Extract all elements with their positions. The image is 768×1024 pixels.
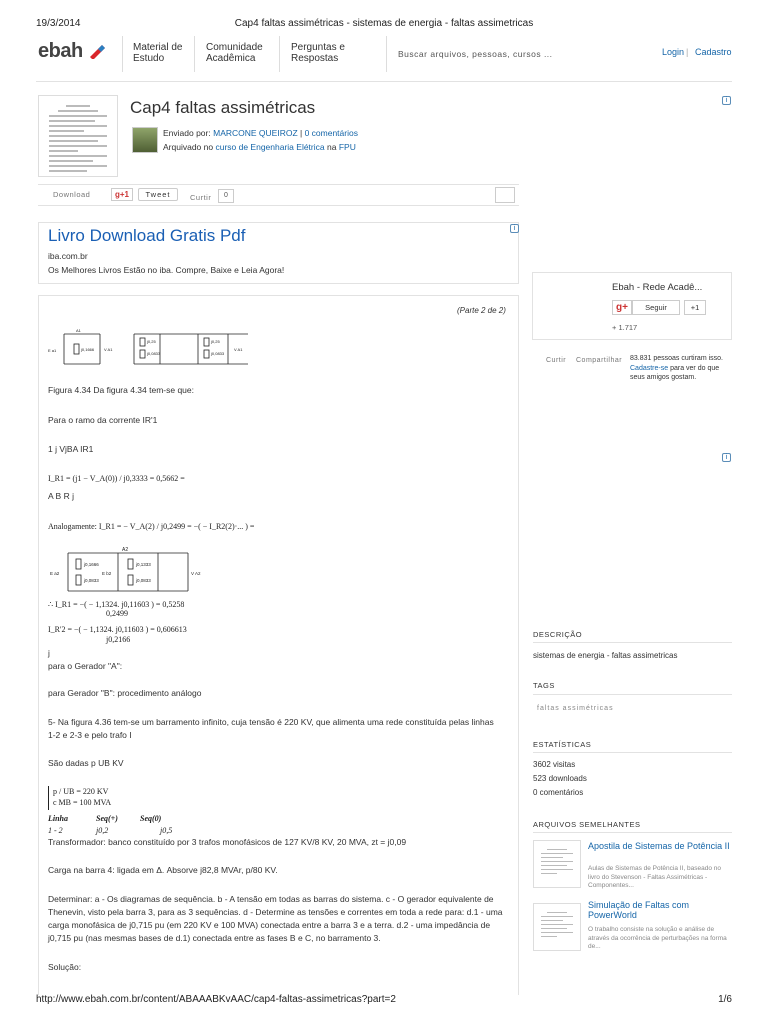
gplus-icon[interactable]: g+ bbox=[612, 300, 632, 315]
diagram-label: j0,25 bbox=[147, 339, 156, 344]
formula: p / UB = 220 KV bbox=[48, 786, 108, 799]
section-divider bbox=[533, 642, 732, 643]
plus-one-button[interactable]: +1 bbox=[684, 300, 706, 315]
similar-description: O trabalho consiste na solução e análise de através da ocorrência de perturbações na forma de... bbox=[588, 926, 727, 950]
logo-pencil-icon bbox=[88, 43, 106, 59]
diagram-label: E a1 bbox=[48, 348, 57, 353]
content-line: j0,715 pu (nas mesmas bases de d.1) conectada entre as fases B e C, no barramento 3. bbox=[48, 933, 381, 943]
diagram-label: E a2 bbox=[50, 571, 60, 576]
ad-info-icon[interactable]: i bbox=[510, 224, 519, 233]
content-line: Determinar: a - Os diagramas de sequência. b - A tensão em todas as barras do sistema. c - O gerador equivalente de bbox=[48, 894, 494, 904]
nav-material-de-estudo[interactable] bbox=[133, 42, 182, 64]
author-line bbox=[163, 128, 358, 138]
facebook-share-button[interactable]: Compartilhar bbox=[576, 357, 623, 364]
content-line: 5- Na figura 4.36 tem-se um barramento infinito, cuja tensão é 220 KV, que alimenta uma rede constituída pelas linhas bbox=[48, 717, 494, 727]
formula: 0,2499 bbox=[106, 609, 128, 618]
formula: Analogamente: I_R1 = − V_A(2) / j0,2499 = −( − I_R2(2)·... ) = bbox=[48, 522, 255, 531]
similar-thumbnail[interactable] bbox=[533, 840, 581, 888]
stats-heading: ESTATÍSTICAS bbox=[533, 740, 592, 749]
print-url: http://www.ebah.com.br/content/ABAAABKvAAC/cap4-faltas-assimetricas?part=2 bbox=[36, 994, 396, 1005]
page-title: Cap4 faltas assimétricas bbox=[130, 98, 316, 117]
signup-link[interactable]: Cadastro bbox=[695, 47, 732, 57]
diagram-label: j0,1666 bbox=[84, 562, 99, 567]
content-line: para o Gerador "A": bbox=[48, 661, 123, 671]
section-divider bbox=[533, 832, 732, 833]
nav-item-line: Acadêmica bbox=[206, 53, 256, 64]
diagram-label: E b2 bbox=[102, 571, 112, 576]
diagram-label: A1 bbox=[76, 328, 81, 333]
ad-title[interactable]: Livro Download Gratis Pdf bbox=[48, 226, 246, 245]
content-line: j bbox=[48, 648, 50, 658]
content-line: Para o ramo da corrente IR'1 bbox=[48, 415, 158, 425]
archived-line bbox=[163, 142, 356, 152]
login-divider: | bbox=[686, 47, 689, 57]
nav-separator bbox=[122, 36, 123, 72]
nav-item-line: Comunidade bbox=[206, 42, 263, 53]
print-page-number: 1/6 bbox=[718, 994, 732, 1005]
login-link[interactable]: Login bbox=[662, 47, 685, 57]
description-heading: DESCRIÇÃO bbox=[533, 630, 583, 639]
tag-link[interactable]: faltas assimétricas bbox=[537, 705, 614, 712]
formula: I_R'2 = −( − 1,1324. j0,11603 ) = 0,606613 bbox=[48, 625, 187, 634]
formula: I_R1 = (j1 − V_A(0)) / j0,3333 = 0,5662 = bbox=[48, 474, 185, 483]
print-date: 19/3/2014 bbox=[36, 18, 81, 29]
diagram-label: V A1 bbox=[104, 347, 113, 352]
gplus-button[interactable]: g+1 bbox=[111, 188, 133, 201]
content-line: Figura 4.34 Da figura 4.34 tem-se que: bbox=[48, 385, 194, 395]
nav-comunidade-academica[interactable] bbox=[206, 42, 263, 64]
content-line: para Gerador "B": procedimento análogo bbox=[48, 688, 202, 698]
similar-title[interactable]: Apostila de Sistemas de Potência II bbox=[588, 841, 730, 851]
followers-count: + 1.717 bbox=[612, 323, 638, 332]
meta-separator: | bbox=[297, 128, 305, 138]
school-link[interactable]: FPU bbox=[338, 142, 356, 152]
stat-visits: 3602 visitas bbox=[533, 760, 576, 769]
content-line: Carga na barra 4: ligada em Δ. Absorve j82,8 MVAr, p/80 KV. bbox=[48, 865, 278, 875]
diagram-label: V A2 bbox=[191, 571, 201, 576]
like-count: 0 bbox=[218, 189, 234, 203]
table-header: Seq(0) bbox=[140, 814, 162, 823]
nav-separator bbox=[386, 36, 387, 72]
content-line: 1 j VjBA IR1 bbox=[48, 444, 94, 454]
content-line: 1-2 e 2-3 e pelo trafo I bbox=[48, 730, 132, 740]
diagram-label: j0,1333 bbox=[136, 562, 151, 567]
content-line: A B R j bbox=[48, 491, 74, 501]
archived-at: na bbox=[327, 142, 337, 152]
nav-separator bbox=[194, 36, 195, 72]
formula: j0,2166 bbox=[106, 635, 131, 644]
nav-item-line: Material de bbox=[133, 42, 183, 53]
diagram-label: j0,1666 bbox=[81, 347, 95, 352]
content-line: Thenevin, visto pela barra 3, para as 3 sequências. d - Determine as tensões e correntes em toda a rede para: d.1 - uma bbox=[48, 907, 503, 917]
table-cell: 1 - 2 bbox=[48, 826, 63, 835]
stat-downloads: 523 downloads bbox=[533, 774, 587, 783]
facebook-signup-link[interactable]: Cadastre-se bbox=[630, 364, 669, 372]
similar-title[interactable]: Simulação de Faltas com PowerWorld bbox=[588, 900, 690, 920]
diagram-label: j0,25 bbox=[211, 339, 220, 344]
nav-perguntas-e-respostas[interactable] bbox=[291, 42, 345, 64]
sent-by-label: Enviado por: bbox=[163, 128, 211, 138]
print-title: Cap4 faltas assimétricas - sistemas de energia - faltas assimetricas bbox=[234, 18, 534, 29]
part-indicator: (Parte 2 de 2) bbox=[457, 306, 506, 315]
toolbar-extra-button[interactable] bbox=[495, 187, 515, 203]
diagram-label: j0,0833 bbox=[147, 351, 161, 356]
nav-divider bbox=[36, 81, 732, 82]
tweet-button[interactable]: Tweet bbox=[138, 188, 178, 201]
similar-description: Aulas de Sistemas de Potência II, baseado no livro do Stevenson - Faltas Assimétricas - Componentes... bbox=[588, 865, 721, 889]
circuit-diagram bbox=[48, 545, 208, 595]
tags-heading: TAGS bbox=[533, 681, 555, 690]
nav-separator bbox=[279, 36, 280, 72]
formula: ∴ I_R1 = −( − 1,1324. j0,11603 ) = 0,5258 bbox=[48, 600, 185, 609]
similar-thumbnail[interactable] bbox=[533, 903, 581, 951]
download-button[interactable]: Download bbox=[53, 190, 91, 199]
content-line: carga monofásica de j0,715 pu (em 220 KV e 100 MVA) conectada entre a barra 3 e a terra. d.2 - uma impedância de bbox=[48, 920, 491, 930]
content-line: São dadas p UB KV bbox=[48, 758, 124, 768]
description-text: sistemas de energia - faltas assimetricas bbox=[533, 651, 678, 660]
ebah-logo[interactable]: ebah bbox=[38, 40, 83, 62]
facebook-like-button[interactable]: Curtir bbox=[546, 357, 567, 364]
nav-item-line: Perguntas e bbox=[291, 42, 345, 53]
nav-item-line: Respostas bbox=[291, 53, 339, 64]
stat-comments: 0 comentários bbox=[533, 788, 584, 797]
author-link[interactable]: MARCONE QUEIROZ bbox=[213, 128, 298, 138]
search-input[interactable]: Buscar arquivos, pessoas, cursos ... bbox=[398, 49, 553, 59]
facebook-count: 83.831 pessoas curtiram isso. bbox=[630, 355, 723, 362]
follow-button[interactable]: Seguir bbox=[632, 300, 680, 315]
diagram-label: V A1 bbox=[234, 347, 243, 352]
author-avatar[interactable] bbox=[132, 127, 158, 153]
table-cell: j0,5 bbox=[160, 826, 173, 835]
content-line: Transformador: banco constituído por 3 trafos monofásicos de 127 KV/8 KV, 20 MVA, zt = j0,09 bbox=[48, 837, 407, 847]
course-link[interactable]: curso de Engenharia Elétrica bbox=[215, 142, 325, 152]
diagram-label: j0,0833 bbox=[84, 578, 99, 583]
formula: c MB = 100 MVA bbox=[48, 797, 111, 810]
document-thumbnail[interactable] bbox=[38, 95, 118, 177]
gplus-page-title[interactable]: Ebah - Rede Acadê... bbox=[612, 282, 703, 293]
table-cell: j0,2 bbox=[96, 826, 109, 835]
table-header: Linha bbox=[48, 814, 69, 823]
table-header: Seq(+) bbox=[96, 814, 118, 823]
section-divider bbox=[533, 694, 732, 695]
diagram-label: j0,0833 bbox=[136, 578, 151, 583]
ad-domain: iba.com.br bbox=[48, 251, 88, 261]
similar-heading: ARQUIVOS SEMELHANTES bbox=[533, 820, 641, 829]
diagram-label: j0,0833 bbox=[211, 351, 225, 356]
nav-item-line: Estudo bbox=[133, 53, 165, 64]
facebook-like-text bbox=[630, 354, 734, 383]
ad-description: Os Melhores Livros Estão no iba. Compre, Baixe e Leia Agora! bbox=[48, 265, 285, 275]
circuit-diagram bbox=[48, 328, 268, 368]
diagram-label: A2 bbox=[122, 547, 129, 553]
ad-info-icon[interactable]: i bbox=[722, 453, 731, 462]
like-button[interactable]: Curtir bbox=[190, 193, 212, 202]
ad-info-icon[interactable]: i bbox=[722, 96, 731, 105]
comments-link[interactable]: 0 comentários bbox=[304, 128, 358, 138]
archived-label: Arquivado no bbox=[163, 142, 214, 152]
facebook-text-rest: para ver do que seus amigos gostam. bbox=[630, 364, 720, 381]
section-divider bbox=[533, 752, 732, 753]
content-line: Solução: bbox=[48, 962, 82, 972]
